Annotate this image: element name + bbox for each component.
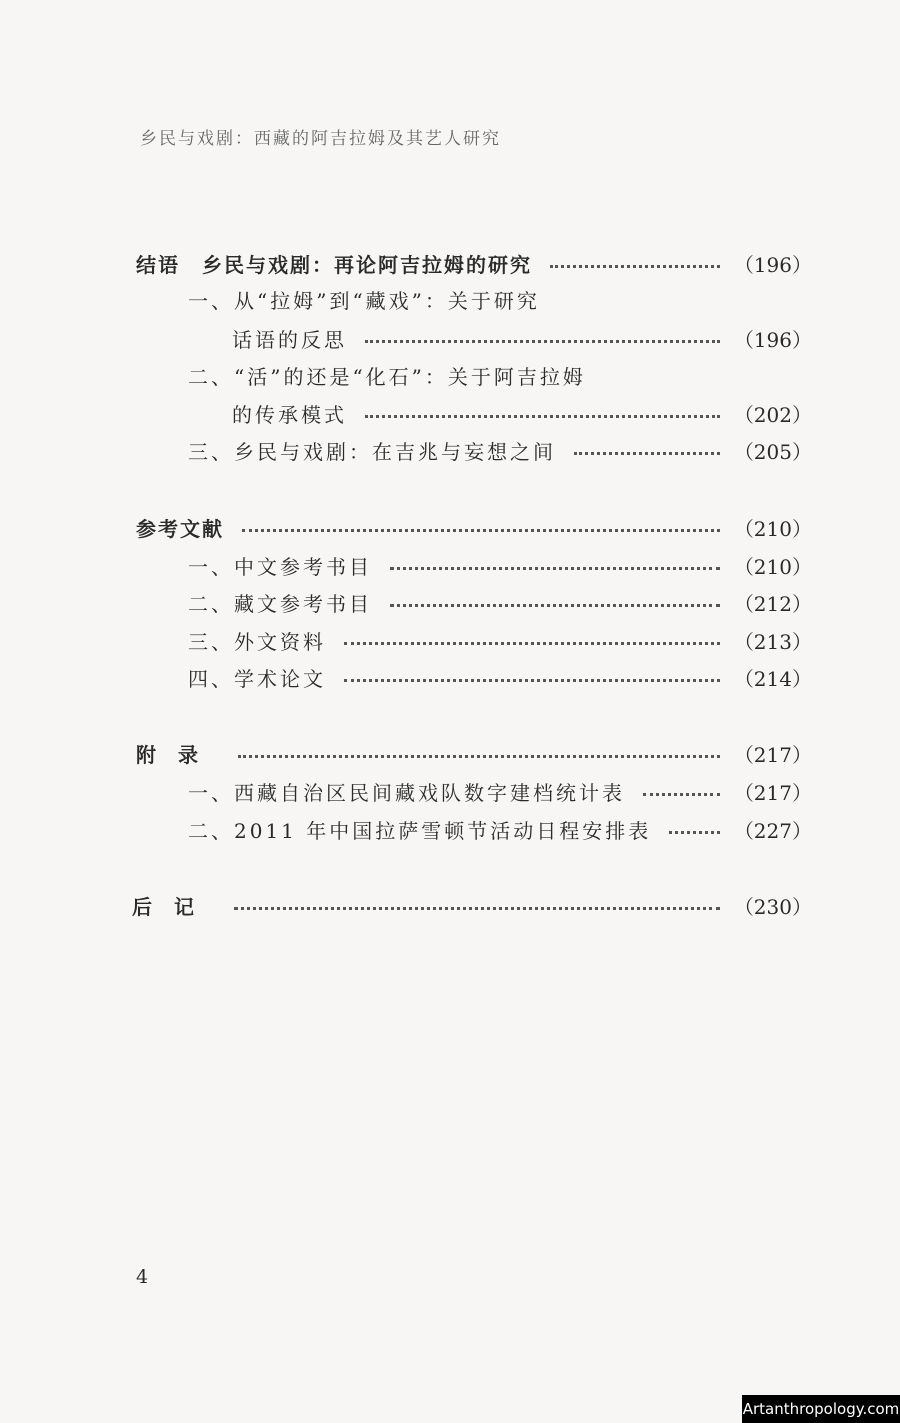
toc-item-label: 三、外文资料 [188,629,326,654]
toc-page-number: （212） [733,591,812,616]
toc-item-label: 的传承模式 [232,402,347,427]
toc-page-number: （227） [733,818,812,843]
toc-leader-dots [234,907,720,910]
toc-section-references [136,512,812,542]
toc-item [188,814,812,844]
toc-item [232,323,812,353]
toc-page-number: （214） [733,666,812,691]
toc-leader-dots [242,529,720,532]
toc-item [188,587,812,617]
toc-page-number: （217） [733,780,812,805]
toc-item-first-line: 二、“活”的还是“化石”：关于阿吉拉姆 [188,364,586,389]
toc-page-number: （196） [733,327,812,352]
toc-leader-dots [365,340,720,343]
toc-item-label: 一、西藏自治区民间藏戏队数字建档统计表 [188,780,625,805]
toc-page-number: （210） [733,516,812,541]
toc-leader-dots [390,604,720,607]
toc-section-appendix [136,738,812,768]
toc-item-label: 四、学术论文 [188,666,326,691]
toc-leader-dots [238,755,720,758]
running-head: 乡民与戏剧：西藏的阿吉拉姆及其艺人研究 [140,129,501,149]
toc-section-title: 结语 乡民与戏剧：再论阿吉拉姆的研究 [136,252,532,277]
toc-item [188,662,812,692]
toc-page-number: （205） [733,439,812,464]
toc-item [188,776,812,806]
toc-page-number: （196） [733,252,812,277]
toc-item [232,398,812,428]
toc-leader-dots [574,452,720,455]
toc-page-number: （213） [733,629,812,654]
page-folio: 4 [136,1266,149,1288]
toc-item-label: 二、2011 年中国拉萨雪顿节活动日程安排表 [188,818,652,843]
toc-section-conclusion [136,248,812,278]
toc-page-number: （202） [733,402,812,427]
toc-item-label: 一、中文参考书目 [188,554,372,579]
toc-item [188,550,812,580]
toc-item-label: 三、乡民与戏剧：在吉兆与妄想之间 [188,439,556,464]
toc-page-number: （217） [733,742,812,767]
toc-item-first-line: 一、从“拉姆”到“藏戏”：关于研究 [188,288,540,313]
toc-section-title: 附录 [136,742,220,767]
watermark-logo: Artanthropology.com [742,1395,900,1423]
toc-item-label: 二、藏文参考书目 [188,591,372,616]
toc-page-number: （210） [733,554,812,579]
toc-item-label: 话语的反思 [232,327,347,352]
toc-leader-dots [669,831,720,834]
toc-leader-dots [344,642,720,645]
toc-leader-dots [365,415,720,418]
toc-item [188,625,812,655]
toc-section-title: 后记 [132,894,216,919]
toc-leader-dots [390,567,720,570]
toc-item [188,435,812,465]
toc-page-number: （230） [733,894,812,919]
toc-section-afterword [132,890,812,920]
toc-leader-dots [550,265,720,268]
toc-leader-dots [344,679,720,682]
toc-section-title: 参考文献 [136,516,224,541]
toc-leader-dots [643,793,720,796]
